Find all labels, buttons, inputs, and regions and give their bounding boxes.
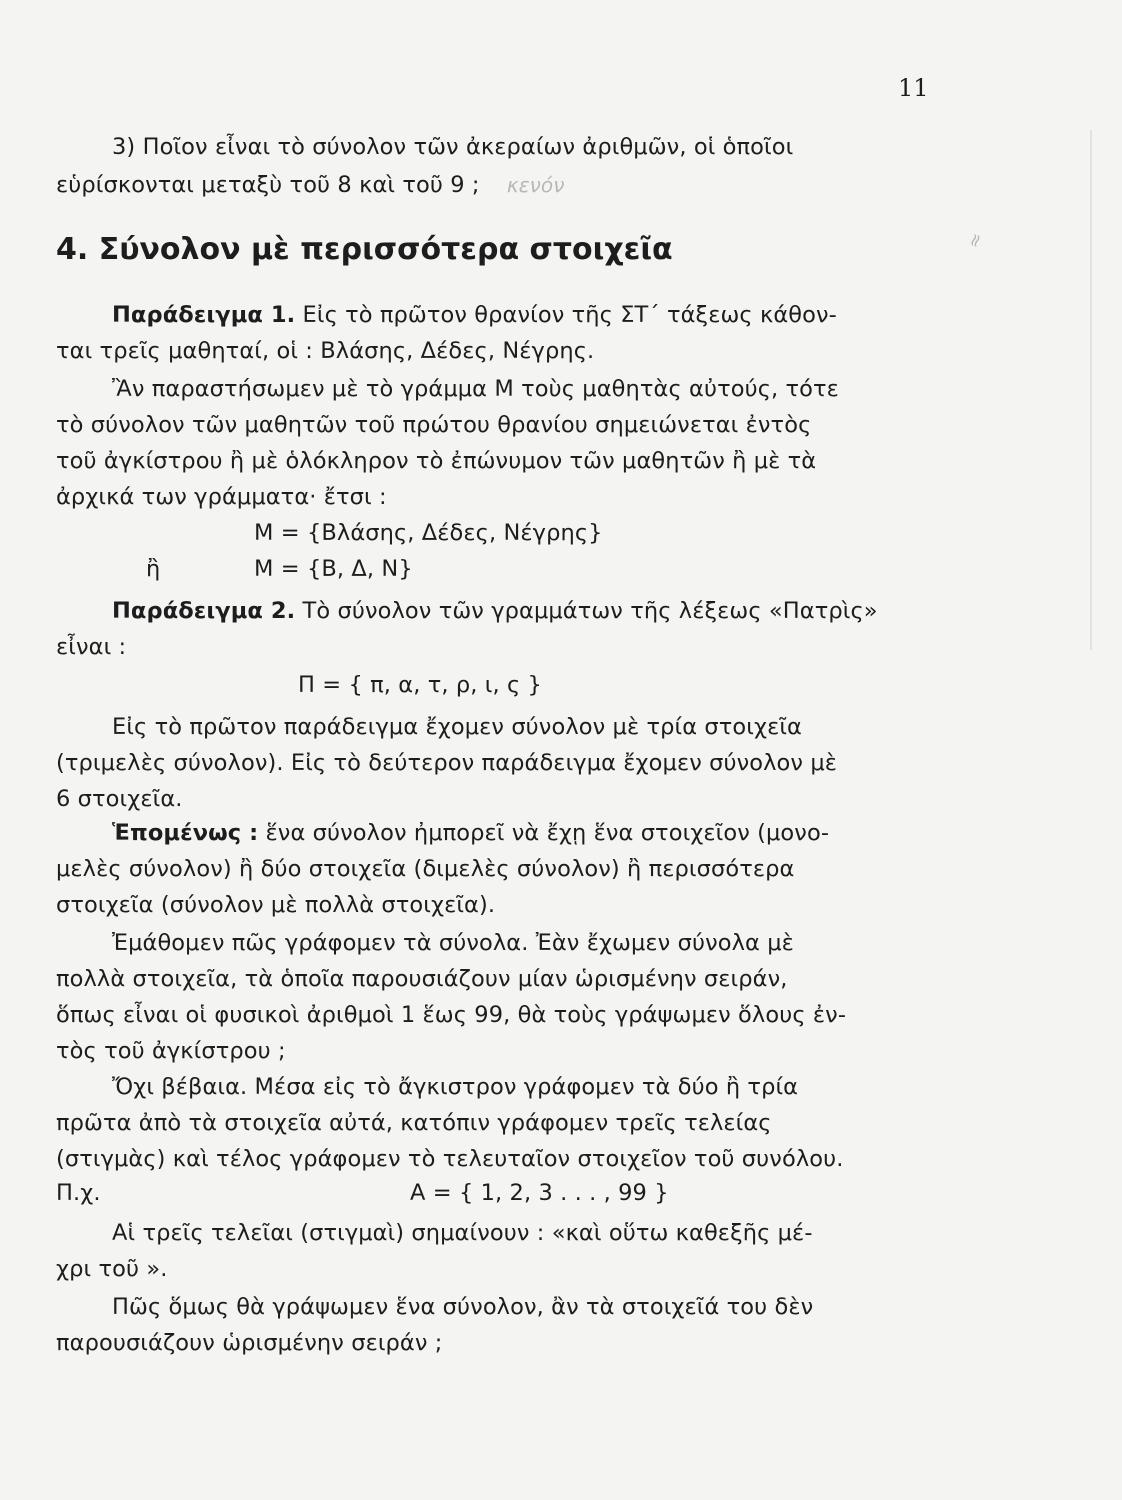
question-para-line-2: παρουσιάζουν ὡρισμένην σειράν ;	[56, 1330, 443, 1356]
question-text-cont: εὑρίσκονται μεταξὺ τοῦ 8 καὶ τοῦ 9 ;	[56, 172, 480, 198]
consequently-line-1	[112, 820, 829, 846]
page-number: 11	[898, 74, 929, 102]
consequently-text: ἕνα σύνολον ἠμπορεῖ νὰ ἔχῃ ἕνα στοιχεῖον (μονο-	[265, 820, 830, 846]
learned-line-3: ὅπως εἶναι οἱ φυσικοὶ ἀριθμοὶ 1 ἕως 99, θὰ τοὺς γράψωμεν ὅλους ἐν-	[56, 1002, 847, 1028]
eg-label: Π.χ.	[56, 1180, 101, 1206]
counts-line-1: Εἰς τὸ πρῶτον παράδειγμα ἔχομεν σύνολον μὲ τρία στοιχεῖα	[112, 714, 802, 740]
example-2-line-1	[112, 598, 878, 624]
example-1-para-line-4: ἀρχικά των γράμματα· ἔτσι :	[56, 484, 387, 510]
example-1-line-2: ται τρεῖς μαθηταί, οἱ : Βλάσης, Δέδες, Νέγρης.	[56, 338, 595, 364]
question-text: Ποῖον εἶναι τὸ σύνολον τῶν ἀκεραίων ἀριθμῶν, οἱ ὁποῖοι	[142, 134, 794, 160]
handwritten-answer: κενόν	[506, 173, 565, 197]
question-3-line-1	[112, 134, 793, 160]
learned-line-1: Ἐμάθομεν πῶς γράφομεν τὰ σύνολα. Ἐὰν ἔχωμεν σύνολα μὲ	[112, 930, 794, 956]
no-line-3: (στιγμὰς) καὶ τέλος γράφομεν τὸ τελευταῖον στοιχεῖον τοῦ συνόλου.	[56, 1146, 844, 1172]
counts-line-2: (τριμελὲς σύνολον). Εἰς τὸ δεύτερον παράδειγμα ἔχομεν σύνολον μὲ	[56, 750, 838, 776]
example-1-label: Παράδειγμα 1.	[112, 302, 296, 328]
dots-line-1: Αἱ τρεῖς τελεῖαι (στιγμαὶ) σημαίνουν : «καὶ οὕτω καθεξῆς μέ-	[112, 1220, 813, 1246]
example-1-para-line-2: τὸ σύνολον τῶν μαθητῶν τοῦ πρώτου θρανίου σημειώνεται ἐντὸς	[56, 412, 812, 438]
consequently-line-2: μελὲς σύνολον) ἢ δύο στοιχεῖα (διμελὲς σύνολον) ἢ περισσότερα	[56, 856, 795, 882]
margin-pencil-note: ≈	[963, 229, 988, 252]
example-1-para-line-3: τοῦ ἀγκίστρου ἢ μὲ ὁλόκληρον τὸ ἐπώνυμον τῶν μαθητῶν ἢ μὲ τὰ	[56, 448, 817, 474]
formula-patris: Π = { π, α, τ, ρ, ι, ς }	[298, 672, 542, 698]
question-3-line-2	[56, 172, 565, 198]
bleed-through-mark	[1090, 130, 1092, 650]
dots-line-2: χρι τοῦ ».	[56, 1256, 168, 1282]
example-1-para-line-1: Ἂν παραστήσωμεν μὲ τὸ γράμμα Μ τοὺς μαθητὰς αὐτούς, τότε	[112, 376, 839, 402]
example-1-line-1	[112, 302, 837, 328]
consequently-label: Ἑπομένως :	[112, 820, 259, 846]
section-heading: 4. Σύνολον μὲ περισσότερα στοιχεῖα	[56, 232, 673, 267]
learned-line-2: πολλὰ στοιχεῖα, τὰ ὁποῖα παρουσιάζουν μίαν ὡρισμένην σειράν,	[56, 966, 788, 992]
question-number: 3)	[112, 134, 136, 160]
no-line-1: Ὄχι βέβαια. Μέσα εἰς τὸ ἄγκιστρον γράφομεν τὰ δύο ἢ τρία	[112, 1074, 799, 1100]
example-2-text: Τὸ σύνολον τῶν γραμμάτων τῆς λέξεως «Πατρὶς»	[302, 598, 878, 624]
formula-a-sequence: Α = { 1, 2, 3 . . . , 99 }	[410, 1180, 669, 1206]
consequently-line-3: στοιχεῖα (σύνολον μὲ πολλὰ στοιχεῖα).	[56, 892, 496, 918]
example-2-label: Παράδειγμα 2.	[112, 598, 296, 624]
question-para-line-1: Πῶς ὅμως θὰ γράψωμεν ἕνα σύνολον, ἂν τὰ στοιχεῖά του δὲν	[112, 1294, 814, 1320]
or-word: ἢ	[146, 556, 161, 582]
example-2-line-2: εἶναι :	[56, 634, 127, 660]
counts-line-3: 6 στοιχεῖα.	[56, 786, 183, 812]
formula-m-initials: Μ = {Β, Δ, Ν}	[254, 556, 413, 582]
learned-line-4: τὸς τοῦ ἀγκίστρου ;	[56, 1038, 286, 1064]
example-1-text: Εἰς τὸ πρῶτον θρανίον τῆς ΣΤ΄ τάξεως κάθον-	[302, 302, 837, 328]
formula-m-names: Μ = {Βλάσης, Δέδες, Νέγρης}	[254, 520, 603, 546]
no-line-2: πρῶτα ἀπὸ τὰ στοιχεῖα αὐτά, κατόπιν γράφομεν τρεῖς τελείας	[56, 1110, 772, 1136]
